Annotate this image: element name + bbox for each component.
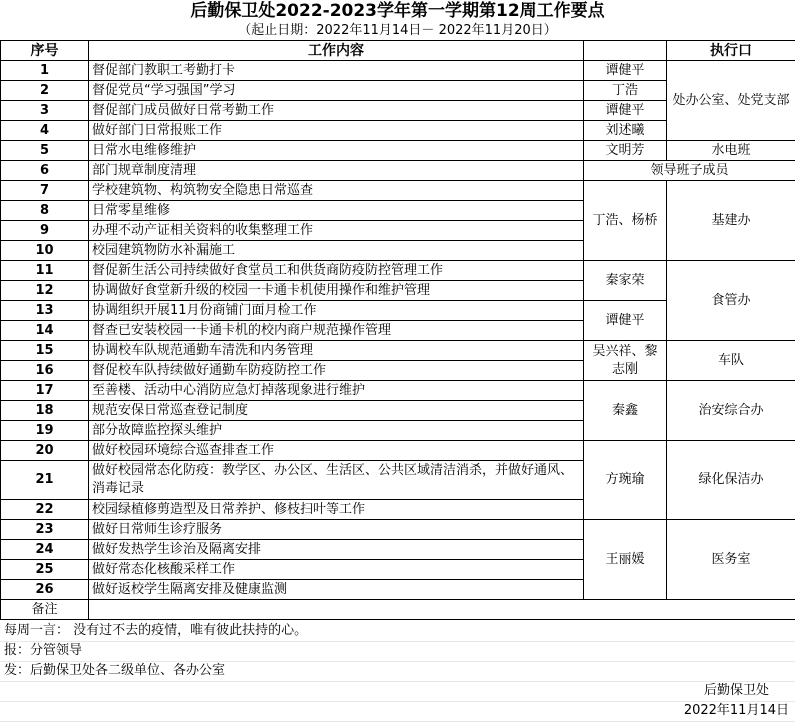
row-content: 做好部门日常报账工作 xyxy=(89,121,584,141)
row-content: 办理不动产证相关资料的收集整理工作 xyxy=(89,221,584,241)
date-range: （起止日期：2022年11月14日－ 2022年11月20日） xyxy=(238,23,557,38)
notes-label: 备注 xyxy=(1,600,89,620)
row-num: 10 xyxy=(1,241,89,261)
row-content: 做好返校学生隔离安排及健康监测 xyxy=(89,580,584,600)
row-num: 19 xyxy=(1,421,89,441)
date-row xyxy=(0,701,795,722)
row-content: 日常水电维修维护 xyxy=(89,141,584,161)
table-row xyxy=(1,61,795,81)
row-num: 4 xyxy=(1,121,89,141)
row-content: 督促校车队持续做好通勤车防疫防控工作 xyxy=(89,361,584,381)
person-cell: 丁浩、杨桥 xyxy=(584,181,667,261)
row-num: 18 xyxy=(1,401,89,421)
row-content: 督促新生活公司持续做好食堂员工和供货商防疫防控管理工作 xyxy=(89,261,584,281)
row-num: 1 xyxy=(1,61,89,81)
row-num: 8 xyxy=(1,201,89,221)
report-to: 报：分管领导 xyxy=(4,643,83,658)
header-blank xyxy=(584,41,667,61)
header-exec: 执行口 xyxy=(667,41,795,61)
table-row xyxy=(1,141,795,161)
row-content: 协调组织开展11月份商铺门面月检工作 xyxy=(89,301,584,321)
dept-cell: 医务室 xyxy=(667,520,795,600)
header-content: 工作内容 xyxy=(89,41,584,61)
signature: 后勤保卫处 xyxy=(703,683,769,698)
row-content: 做好日常师生诊疗服务 xyxy=(89,520,584,540)
table-row xyxy=(1,381,795,401)
send-to: 发：后勤保卫处各二级单位、各办公室 xyxy=(4,663,226,678)
dept-cell: 领导班子成员 xyxy=(584,161,795,181)
row-content: 校园绿植修剪造型及日常养护、修枝扫叶等工作 xyxy=(89,500,584,520)
dept-cell: 处办公室、处党支部 xyxy=(667,61,795,141)
row-num: 12 xyxy=(1,281,89,301)
dept-cell: 基建办 xyxy=(667,181,795,261)
person-cell: 文明芳 xyxy=(584,141,667,161)
signature-row xyxy=(0,681,795,702)
row-content: 日常零星维修 xyxy=(89,201,584,221)
row-num: 15 xyxy=(1,341,89,361)
dept-cell: 车队 xyxy=(667,341,795,381)
table-row xyxy=(1,441,795,461)
row-num: 26 xyxy=(1,580,89,600)
notes-row xyxy=(1,600,795,620)
row-num: 22 xyxy=(1,500,89,520)
table-row xyxy=(1,341,795,361)
row-num: 5 xyxy=(1,141,89,161)
person-cell: 谭健平 xyxy=(584,101,667,121)
row-content: 做好校园环境综合巡查排查工作 xyxy=(89,441,584,461)
header-num: 序号 xyxy=(1,41,89,61)
person-cell: 刘述曦 xyxy=(584,121,667,141)
person-cell: 王丽媛 xyxy=(584,520,667,600)
row-content: 校园建筑物防水补漏施工 xyxy=(89,241,584,261)
row-num: 7 xyxy=(1,181,89,201)
notes-value xyxy=(89,600,795,620)
row-content: 做好校园常态化防疫：教学区、办公区、生活区、公共区域清洁消杀，并做好通风、消毒记录 xyxy=(89,461,584,500)
motto-row xyxy=(0,621,795,642)
row-num: 24 xyxy=(1,540,89,560)
person-cell: 秦家荣 xyxy=(584,261,667,301)
row-num: 9 xyxy=(1,221,89,241)
document-title: 后勤保卫处2022-2023学年第一学期第12周工作要点 xyxy=(190,1,605,21)
row-content: 部分故障监控探头维护 xyxy=(89,421,584,441)
row-content: 督促部门教职工考勤打卡 xyxy=(89,61,584,81)
dept-cell: 绿化保洁办 xyxy=(667,441,795,520)
row-num: 23 xyxy=(1,520,89,540)
table-row xyxy=(1,161,795,181)
row-content: 做好常态化核酸采样工作 xyxy=(89,560,584,580)
person-cell: 丁浩 xyxy=(584,81,667,101)
send-row xyxy=(0,661,795,682)
dept-cell: 水电班 xyxy=(667,141,795,161)
row-num: 21 xyxy=(1,461,89,500)
row-num: 13 xyxy=(1,301,89,321)
table-row xyxy=(1,520,795,540)
row-num: 2 xyxy=(1,81,89,101)
row-content: 部门规章制度清理 xyxy=(89,161,584,181)
row-content: 学校建筑物、构筑物安全隐患日常巡查 xyxy=(89,181,584,201)
row-num: 17 xyxy=(1,381,89,401)
row-content: 协调做好食堂新升级的校园一卡通卡机使用操作和维护管理 xyxy=(89,281,584,301)
row-content: 督促部门成员做好日常考勤工作 xyxy=(89,101,584,121)
row-content: 协调校车队规范通勤车清洗和内务管理 xyxy=(89,341,584,361)
row-content: 至善楼、活动中心消防应急灯掉落现象进行维护 xyxy=(89,381,584,401)
row-content: 做好发热学生诊治及隔离安排 xyxy=(89,540,584,560)
report-row xyxy=(0,641,795,662)
row-num: 20 xyxy=(1,441,89,461)
row-content: 督促党员“学习强国”学习 xyxy=(89,81,584,101)
row-content: 督查已安装校园一卡通卡机的校内商户规范操作管理 xyxy=(89,321,584,341)
row-content: 规范安保日常巡查登记制度 xyxy=(89,401,584,421)
table-row xyxy=(1,261,795,281)
dept-cell: 治安综合办 xyxy=(667,381,795,441)
person-cell: 谭健平 xyxy=(584,61,667,81)
person-cell: 谭健平 xyxy=(584,301,667,341)
person-cell: 秦鑫 xyxy=(584,381,667,441)
dept-cell: 食管办 xyxy=(667,261,795,341)
header-row xyxy=(1,41,795,61)
table-row xyxy=(1,181,795,201)
row-num: 6 xyxy=(1,161,89,181)
work-plan-table xyxy=(0,40,795,620)
row-num: 25 xyxy=(1,560,89,580)
row-num: 14 xyxy=(1,321,89,341)
row-num: 11 xyxy=(1,261,89,281)
row-num: 16 xyxy=(1,361,89,381)
motto: 每周一言： 没有过不去的疫情，唯有彼此扶持的心。 xyxy=(4,623,308,638)
issue-date: 2022年11月14日 xyxy=(683,703,789,718)
person-cell: 方琬瑜 xyxy=(584,441,667,520)
row-num: 3 xyxy=(1,101,89,121)
person-cell: 吴兴祥、黎志刚 xyxy=(584,341,667,381)
